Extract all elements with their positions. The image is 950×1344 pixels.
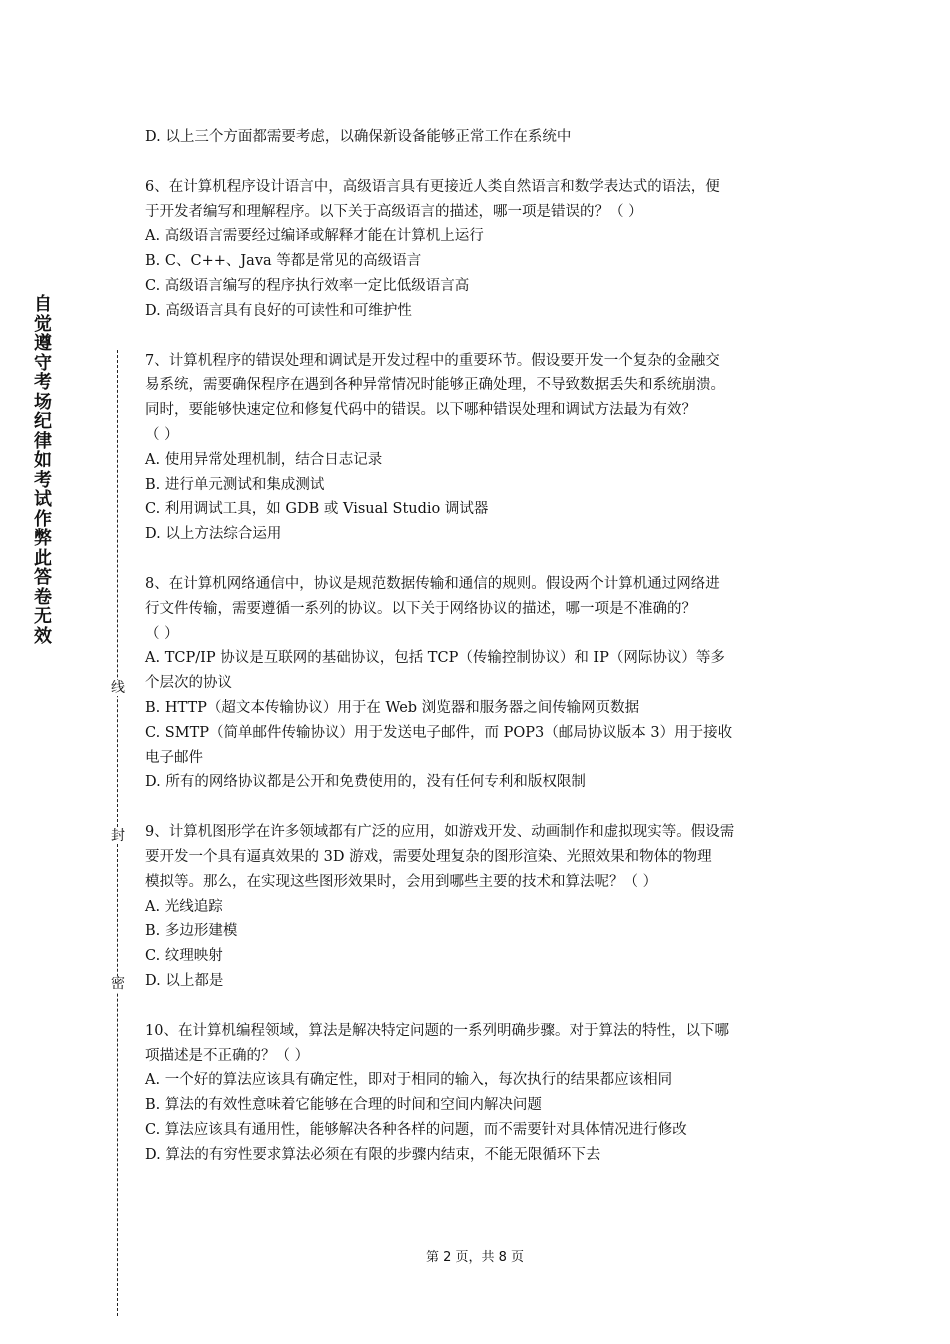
- option-b: B. HTTP（超文本传输协议）用于在 Web 浏览器和服务器之间传输网页数据: [145, 699, 640, 716]
- option-c: C. 利用调试工具，如 GDB 或 Visual Studio 调试器: [145, 501, 489, 518]
- option-d: D. 所有的网络协议都是公开和免费使用的，没有任何专利和版权限制: [145, 774, 586, 791]
- option-c: C. 算法应该具有通用性，能够解决各种各样的问题，而不需要针对具体情况进行修改: [145, 1121, 687, 1138]
- option-b: B. C、C++、Java 等都是常见的高级语言: [145, 253, 422, 270]
- question-list: [145, 125, 810, 1167]
- leading-option: D. 以上三个方面都需要考虑，以确保新设备能够正常工作在系统中: [145, 129, 572, 145]
- option-c: C. 纹理映射: [145, 948, 223, 965]
- option-b: B. 算法的有效性意味着它能够在合理的时间和空间内解决问题: [145, 1097, 542, 1114]
- question-stem: 7、计算机程序的错误处理和调试是开发过程中的重要环节。假设要开发一个复杂的金融交: [145, 352, 720, 369]
- option-a: A. 光线追踪: [145, 898, 223, 915]
- page-number: 第 2 页，共 8 页: [425, 1250, 525, 1265]
- option-a: A. 高级语言需要经过编译或解释才能在计算机上运行: [145, 228, 484, 245]
- question-9: [145, 820, 810, 994]
- exam-discipline-notice: 自觉遵守考场纪律如考试作弊此答卷无效: [34, 294, 52, 647]
- question-6: [145, 175, 810, 324]
- option-a-continued: 个层次的协议: [145, 675, 232, 692]
- option-b: B. 进行单元测试和集成测试: [145, 476, 325, 493]
- question-stem: 6、在计算机程序设计语言中，高级语言具有更接近人类自然语言和数学表达式的语法，便: [145, 178, 720, 195]
- question-stem: 易系统，需要确保程序在遇到各种异常情况时能够正确处理，不导致数据丢失和系统崩溃。: [145, 377, 725, 394]
- question-stem: 行文件传输，需要遵循一系列的协议。以下关于网络协议的描述，哪一项是不准确的？: [145, 600, 696, 617]
- binding-label-seal: 封: [111, 828, 125, 844]
- binding-label-line: 线: [111, 680, 125, 696]
- option-a: A. 一个好的算法应该具有确定性，即对于相同的输入，每次执行的结果都应该相同: [145, 1072, 673, 1089]
- question-8: [145, 572, 810, 795]
- option-c: C. SMTP（简单邮件传输协议）用于发送电子邮件，而 POP3（邮局协议版本 3）用于接收: [145, 724, 733, 741]
- question-stem: 同时，要能够快速定位和修复代码中的错误。以下哪种错误处理和调试方法最为有效？: [145, 402, 696, 419]
- answer-blank: （ ）: [145, 426, 179, 443]
- question-stem: 于开发者编写和理解程序。以下关于高级语言的描述，哪一项是错误的？（ ）: [145, 203, 643, 220]
- question-10: [145, 1019, 810, 1168]
- option-a: A. 使用异常处理机制，结合日志记录: [145, 451, 383, 468]
- option-d: D. 以上都是: [145, 972, 224, 989]
- option-a: A. TCP/IP 协议是互联网的基础协议，包括 TCP（传输控制协议）和 IP（网际协议）等多: [145, 650, 725, 667]
- binding-label-secret: 密: [111, 976, 125, 992]
- question-stem: 8、在计算机网络通信中，协议是规范数据传输和通信的规则。假设两个计算机通过网络进: [145, 575, 720, 592]
- option-d: D. 高级语言具有良好的可读性和可维护性: [145, 302, 412, 319]
- question-stem: 要开发一个具有逼真效果的 3D 游戏，需要处理复杂的图形渲染、光照效果和物体的物理: [145, 848, 712, 865]
- question-stem: 10、在计算机编程领域，算法是解决特定问题的一系列明确步骤。对于算法的特性，以下哪: [145, 1022, 729, 1039]
- option-d: D. 算法的有穷性要求算法必须在有限的步骤内结束，不能无限循环下去: [145, 1146, 601, 1163]
- binding-line: [112, 350, 124, 1316]
- question-stem: 模拟等。那么，在实现这些图形效果时，会用到哪些主要的技术和算法呢？（ ）: [145, 873, 658, 890]
- answer-blank: （ ）: [145, 625, 179, 642]
- option-c: C. 高级语言编写的程序执行效率一定比低级语言高: [145, 277, 470, 294]
- question-7: [145, 349, 810, 547]
- option-c-continued: 电子邮件: [145, 749, 203, 766]
- question-stem: 项描述是不正确的？（ ）: [145, 1047, 310, 1064]
- option-b: B. 多边形建模: [145, 923, 238, 940]
- option-d: D. 以上方法综合运用: [145, 526, 282, 543]
- question-stem: 9、计算机图形学在许多领域都有广泛的应用，如游戏开发、动画制作和虚拟现实等。假设需: [145, 824, 735, 841]
